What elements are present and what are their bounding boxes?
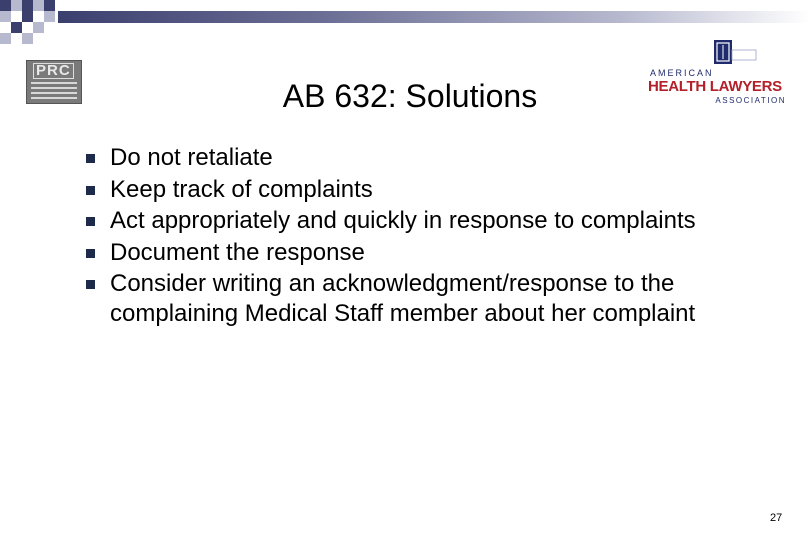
checker-square xyxy=(22,11,33,22)
bullet-text: Do not retaliate xyxy=(110,144,273,171)
aha-logo-line2: HEALTH LAWYERS xyxy=(648,78,782,95)
aha-logo-line3: ASSOCIATION xyxy=(715,96,786,105)
checker-square xyxy=(44,11,55,22)
checker-square xyxy=(33,0,44,11)
square-bullet-icon xyxy=(86,217,95,226)
bullet-list xyxy=(86,143,726,330)
checker-square xyxy=(0,33,11,44)
bullet-text: Consider writing an acknowledgment/response to the complaining Medical Staff member about her complaint xyxy=(110,270,696,327)
square-bullet-icon xyxy=(86,249,95,258)
bullet-item xyxy=(86,175,726,205)
bullet-item xyxy=(86,269,726,328)
square-bullet-icon xyxy=(86,154,95,163)
aha-logo-line1: AMERICAN xyxy=(650,68,714,78)
prc-logo-text: PRC xyxy=(33,63,74,79)
checker-square xyxy=(22,33,33,44)
page-number: 27 xyxy=(770,512,783,524)
bullet-text: Act appropriately and quickly in response to complaints xyxy=(110,207,696,234)
bullet-item xyxy=(86,206,726,236)
aha-emblem-icon xyxy=(714,40,758,68)
checker-square xyxy=(33,22,44,33)
checker-square xyxy=(11,22,22,33)
checker-square xyxy=(44,0,55,11)
checker-square xyxy=(22,0,33,11)
bullet-text: Keep track of complaints xyxy=(110,175,373,203)
header-gradient-bar xyxy=(58,11,810,23)
slide-title: AB 632: Solutions xyxy=(282,78,538,114)
checker-square xyxy=(0,11,11,22)
checker-square xyxy=(0,0,11,11)
checker-pattern xyxy=(0,0,70,46)
bullet-item xyxy=(86,143,726,173)
checker-square xyxy=(11,0,22,11)
bullet-item xyxy=(86,238,726,268)
bullet-text: Document the response xyxy=(110,238,365,266)
square-bullet-icon xyxy=(86,186,95,195)
square-bullet-icon xyxy=(86,280,95,289)
